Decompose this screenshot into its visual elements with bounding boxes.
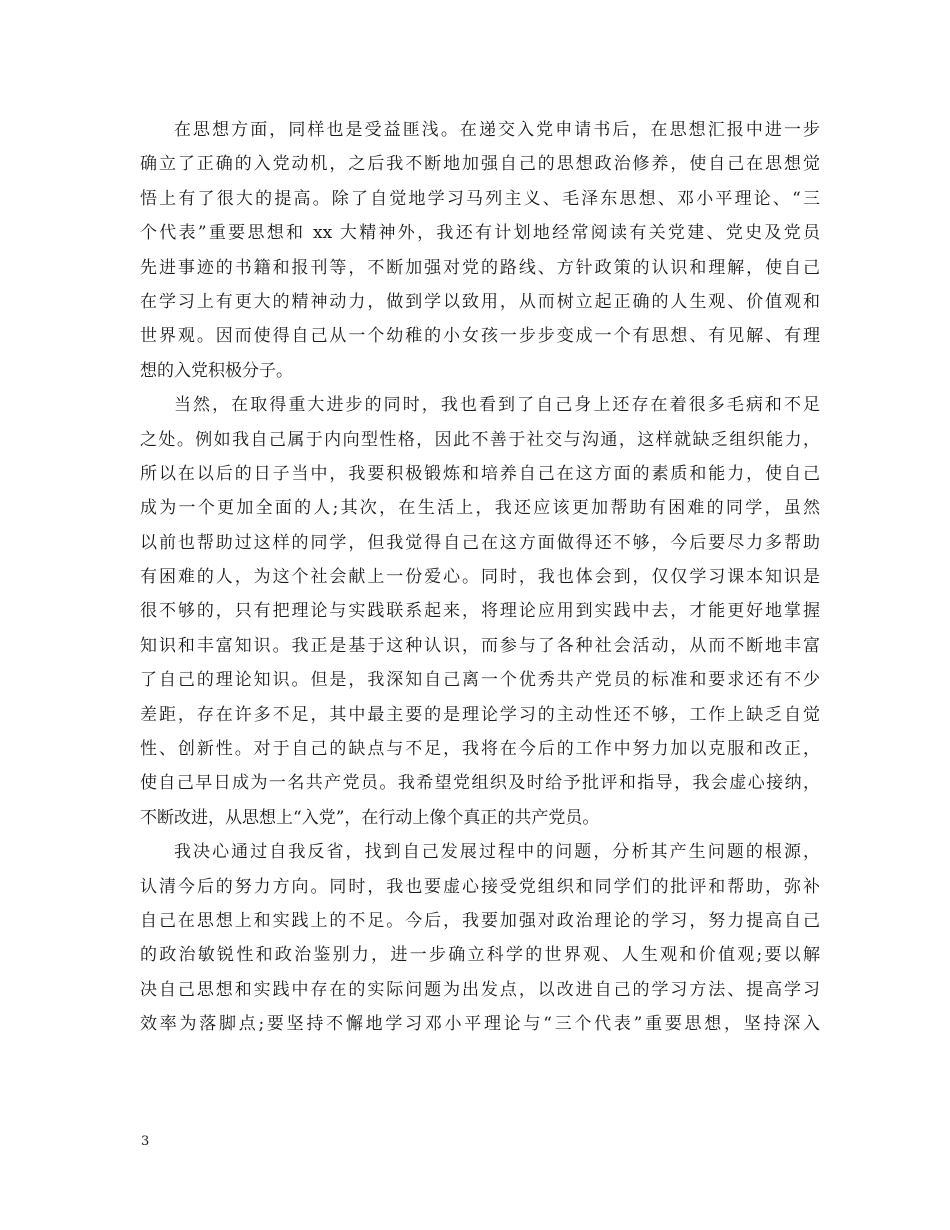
text-line: 个代表”重要思想和 xx 大精神外，我还有计划地经常阅读有关党建、党史及党员 bbox=[140, 223, 820, 244]
text-line: 知识和丰富知识。我正是基于这种认识，而参与了各种社会活动，从而不断地丰富 bbox=[140, 635, 820, 656]
text-line: 很不够的，只有把理论与实践联系起来，将理论应用到实践中去，才能更好地掌握 bbox=[140, 601, 820, 622]
text-line: 以前也帮助过这样的同学，但我觉得自己在这方面做得还不够，今后要尽力多帮助 bbox=[140, 532, 820, 553]
text-line: 悟上有了很大的提高。除了自觉地学习马列主义、毛泽东思想、邓小平理论、“三 bbox=[140, 188, 820, 209]
paragraph-1 bbox=[140, 113, 820, 388]
text-line: 世界观。因而使得自己从一个幼稚的小女孩一步步变成一个有思想、有见解、有理 bbox=[140, 326, 820, 347]
text-line: 先进事迹的书籍和报刊等，不断加强对党的路线、方针政策的认识和理解，使自己 bbox=[140, 257, 820, 278]
text-line: 想的入党积极分子。 bbox=[140, 360, 293, 381]
text-line: 的政治敏锐性和政治鉴别力，进一步确立科学的世界观、人生观和价值观;要以解 bbox=[140, 945, 820, 966]
text-line: 决自己思想和实践中存在的实际问题为出发点，以改进自己的学习方法、提高学习 bbox=[140, 979, 820, 1000]
paragraph-2 bbox=[140, 388, 820, 835]
text-line: 所以在以后的日子当中，我要积极锻炼和培养自己在这方面的素质和能力，使自己 bbox=[140, 463, 820, 484]
text-line: 在思想方面，同样也是受益匪浅。在递交入党申请书后，在思想汇报中进一步 bbox=[174, 120, 820, 140]
text-line: 性、创新性。对于自己的缺点与不足，我将在今后的工作中努力加以克服和改正， bbox=[140, 739, 820, 760]
text-line: 了自己的理论知识。但是，我深知自己离一个优秀共产党员的标准和要求还有不少 bbox=[140, 670, 820, 691]
text-line: 当然，在取得重大进步的同时，我也看到了自己身上还存在着很多毛病和不足 bbox=[174, 395, 820, 416]
text-line: 认清今后的努力方向。同时，我也要虚心接受党组织和同学们的批评和帮助，弥补 bbox=[140, 876, 820, 897]
text-line: 自己在思想上和实践上的不足。今后，我要加强对政治理论的学习，努力提高自己 bbox=[140, 910, 820, 931]
text-line: 成为一个更加全面的人;其次，在生活上，我还应该更加帮助有困难的同学，虽然 bbox=[140, 498, 820, 519]
body-text bbox=[140, 113, 820, 1042]
paragraph-3 bbox=[140, 835, 820, 1041]
text-line: 使自己早日成为一名共产党员。我希望党组织及时给予批评和指导，我会虚心接纳， bbox=[140, 773, 820, 794]
text-line: 差距，存在许多不足，其中最主要的是理论学习的主动性还不够，工作上缺乏自觉 bbox=[140, 704, 820, 725]
text-line: 效率为落脚点;要坚持不懈地学习邓小平理论与“三个代表”重要思想，坚持深入 bbox=[140, 1014, 820, 1035]
text-line: 确立了正确的入党动机，之后我不断地加强自己的思想政治修养，使自己在思想觉 bbox=[140, 154, 820, 175]
text-line: 不断改进，从思想上“入党”，在行动上像个真正的共产党员。 bbox=[140, 807, 600, 828]
text-line: 在学习上有更大的精神动力，做到学以致用，从而树立起正确的人生观、价值观和 bbox=[140, 291, 820, 312]
page-number: 3 bbox=[141, 1134, 150, 1149]
text-line: 我决心通过自我反省，找到自己发展过程中的问题，分析其产生问题的根源， bbox=[174, 842, 820, 863]
text-line: 有困难的人，为这个社会献上一份爱心。同时，我也体会到，仅仅学习课本知识是 bbox=[140, 567, 820, 588]
text-line: 之处。例如我自己属于内向型性格，因此不善于社交与沟通，这样就缺乏组织能力， bbox=[140, 429, 820, 450]
